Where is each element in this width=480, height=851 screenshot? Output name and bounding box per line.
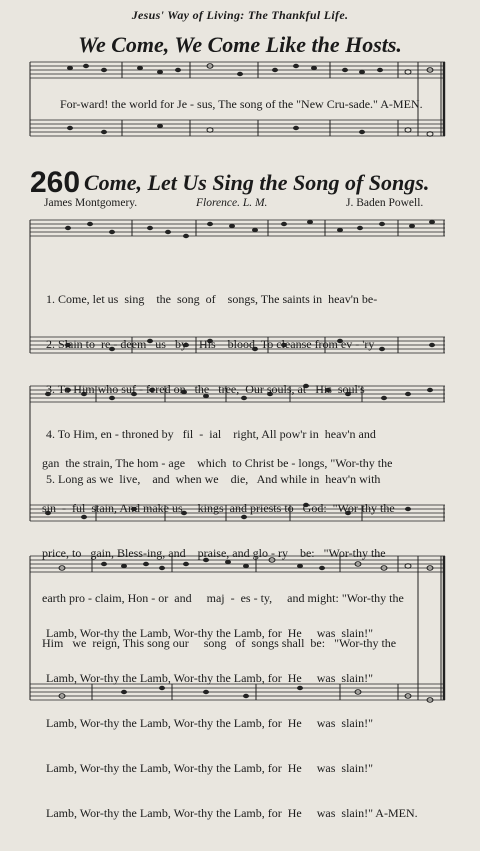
- lyric-line: 4. To Him, en - throned by fil - ial right, All pow'r in heav'n and: [46, 427, 376, 441]
- lyric-line: 3. To Him who suf - fered on the tree, Our souls, at His soul's: [46, 382, 365, 396]
- lyric-line: gan the strain, The hom - age which to Christ be - longs, "Wor-thy the: [42, 456, 393, 470]
- lyric-line: Lamb, Wor-thy the Lamb, Wor-thy the Lamb, for He was slain!": [46, 761, 373, 775]
- composer-credit: J. Baden Powell.: [346, 197, 424, 209]
- lyric-line: earth pro - claim, Hon - or and maj - es - ty, and might: "Wor-thy the: [42, 591, 404, 605]
- hymn-number: 260: [30, 166, 81, 199]
- lyric-line: 1. Come, let us sing the song of songs, The saints in heav'n be-: [46, 292, 378, 306]
- previous-hymn-title: We Come, We Come Like the Hosts.: [78, 32, 402, 57]
- section-heading: Jesus' Way of Living: The Thankful Life.: [131, 8, 349, 22]
- lyric-line: Him we reign, This song our song of songs shall be: "Wor-thy the: [42, 636, 397, 650]
- lyric-line: Lamb, Wor-thy the Lamb, Wor-thy the Lamb, for He was slain!": [46, 626, 373, 640]
- lyric-line: Lamb, Wor-thy the Lamb, Wor-thy the Lamb, for He was slain!": [46, 716, 373, 730]
- lyric-line: price, to gain, Bless-ing, and praise, and glo - ry be: "Wor-thy the: [42, 546, 386, 560]
- previous-hymn-closing-lyric: For-ward! the world for Je - sus, The song of the "New Cru-sade." A-MEN.: [60, 97, 423, 111]
- lyric-line: Lamb, Wor-thy the Lamb, Wor-thy the Lamb, for He was slain!" A-MEN.: [46, 806, 418, 820]
- lyric-line: sin - ful stain, And make us kings and priests to God: "Wor-thy the: [42, 501, 395, 515]
- tune-name: Florence. L. M.: [196, 197, 268, 209]
- author-credit: James Montgomery.: [44, 197, 138, 209]
- lyric-line: 2. Slain to re - deem us by His blood, To cleanse from ev - 'ry: [46, 337, 375, 351]
- hymn-title: Come, Let Us Sing the Song of Songs.: [84, 170, 430, 195]
- lyric-line: 5. Long as we live, and when we die, And while in heav'n with: [46, 472, 381, 486]
- lyrics-system-3: [46, 596, 418, 851]
- staff-prev-bass: [30, 120, 445, 136]
- lyric-line: Lamb, Wor-thy the Lamb, Wor-thy the Lamb, for He was slain!": [46, 671, 373, 685]
